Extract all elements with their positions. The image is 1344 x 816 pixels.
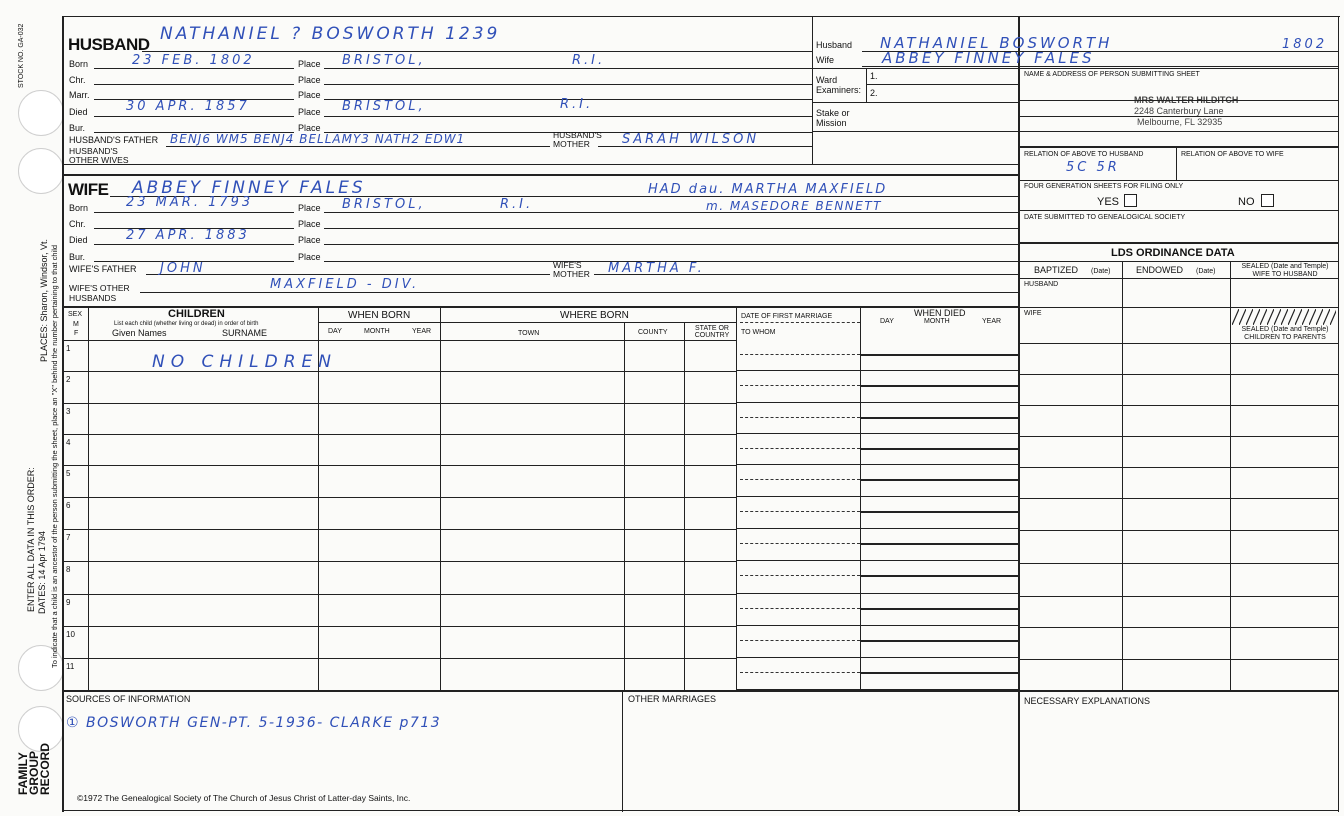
dates-instruction: DATES: 14 Apr 1794 — [37, 531, 47, 614]
copyright: ©1972 The Genealogical Society of The Church of Jesus Christ of Latter-day Saints, Inc. — [77, 793, 411, 803]
wife-died-label: Died — [69, 235, 88, 245]
husband-died-label: Died — [69, 107, 88, 117]
wife-father: JOHN — [160, 261, 206, 276]
marriage-date-line — [740, 417, 860, 418]
marriage-date-line — [740, 672, 860, 673]
wife-note2: m. MASEDORE BENNETT — [706, 199, 883, 213]
when-died-label: WHEN DIED — [914, 308, 966, 318]
order-instruction: ENTER ALL DATA IN THIS ORDER: — [26, 467, 36, 612]
husband-born-date: 23 FEB. 1802 — [132, 53, 255, 68]
husband-chr-place-label: Place — [298, 75, 321, 85]
table-row — [62, 403, 736, 404]
to-whom-label: TO WHOM — [741, 329, 776, 336]
places-instruction: PLACES: Sharon, Windsor, Vt. — [39, 238, 49, 362]
wife-bur-label: Bur. — [69, 252, 86, 262]
marriage-date-line — [740, 354, 860, 355]
wife-born-state: R.I. — [500, 197, 534, 212]
wife-name: ABBEY FINNEY FALES — [132, 178, 366, 198]
wife-died-date: 27 APR. 1883 — [126, 228, 250, 243]
lds-baptized-date: (Date) — [1091, 268, 1111, 275]
table-row-right — [736, 496, 1018, 497]
sex-f: F — [74, 330, 79, 337]
husband-died-date: 30 APR. 1857 — [126, 99, 250, 114]
table-row — [62, 497, 736, 498]
form-title: FAMILY GROUP RECORD — [16, 742, 52, 795]
table-row — [62, 434, 736, 435]
husband-died-place-label: Place — [298, 107, 321, 117]
wife-chr-place-label: Place — [298, 219, 321, 229]
death-date-line — [860, 385, 1018, 387]
lds-title: LDS ORDINANCE DATA — [1111, 247, 1235, 259]
other-marriages-label: OTHER MARRIAGES — [628, 694, 717, 704]
source-entry: ① BOSWORTH GEN-PT. 5-1936- CLARKE p713 — [66, 715, 442, 731]
lds-endowed-date: (Date) — [1196, 268, 1216, 275]
death-date-line — [860, 479, 1018, 481]
death-date-line — [860, 672, 1018, 674]
wife-father-label: WIFE'S FATHER — [69, 264, 137, 274]
husband-died-state: R.I. — [560, 97, 594, 112]
lds-sealed-children: SEALED (Date and Temple) CHILDREN TO PARENTS — [1241, 326, 1329, 341]
wife-other-husbands: MAXFIELD - DIV. — [270, 277, 420, 292]
table-row-right — [736, 433, 1018, 434]
child-row-number: 2 — [66, 375, 71, 384]
marriage-date-line — [740, 608, 860, 609]
no-label: NO — [1238, 196, 1255, 208]
lds-husband: HUSBAND — [1024, 281, 1059, 288]
examiners-label: Examiners: — [816, 85, 862, 95]
husband-born-label: Born — [69, 59, 89, 69]
wife-bur-place-label: Place — [298, 252, 321, 262]
child-row-number: 8 — [66, 565, 71, 574]
submitter-city: Melbourne, FL 32935 — [1137, 117, 1223, 127]
child-row-number: 5 — [66, 469, 71, 478]
child-row-number: 6 — [66, 501, 71, 510]
table-row — [62, 529, 736, 530]
no-children-note: NO CHILDREN — [152, 352, 337, 372]
table-row — [62, 561, 736, 562]
table-row-right — [736, 625, 1018, 626]
child-row-number: 11 — [66, 662, 75, 671]
children-instructions: List each child (whether living or dead) in order of birth — [114, 321, 259, 327]
child-row-number: 7 — [66, 533, 71, 542]
hatch-pattern — [1232, 309, 1336, 325]
table-row-right — [736, 464, 1018, 465]
table-row — [62, 626, 736, 627]
born-month-label: MONTH — [364, 328, 390, 335]
wife-mother: MARTHA F. — [608, 261, 705, 276]
where-born-label: WHERE BORN — [560, 310, 629, 321]
husband-other-wives-label: HUSBAND'S OTHER WIVES — [69, 146, 129, 165]
wife-other-husbands-label: WIFE'S OTHER HUSBANDS — [69, 283, 130, 303]
died-month-label: MONTH — [924, 318, 950, 325]
husband-mother-label: HUSBAND'S MOTHER — [553, 130, 602, 149]
sources-label: SOURCES OF INFORMATION — [66, 694, 191, 704]
when-born-label: WHEN BORN — [348, 310, 411, 321]
death-date-line — [860, 448, 1018, 450]
marriage-date-line — [740, 385, 860, 386]
husband-marr-label: Marr. — [69, 90, 90, 100]
lds-wife: WIFE — [1024, 310, 1042, 317]
marriage-date-line — [740, 448, 860, 449]
explanations-label: NECESSARY EXPLANATIONS — [1024, 696, 1151, 706]
wife-born-date: 23 MAR. 1793 — [126, 195, 254, 210]
child-row-number: 9 — [66, 598, 71, 607]
husband-marr-place-label: Place — [298, 90, 321, 100]
marriage-date-line — [740, 575, 860, 576]
death-date-line — [860, 575, 1018, 577]
husband-name: NATHANIEL ? BOSWORTH 1239 — [160, 24, 501, 44]
child-row-number: 10 — [66, 630, 75, 639]
header-wife-label: Wife — [816, 55, 834, 65]
table-row-right — [736, 657, 1018, 658]
death-date-line — [860, 417, 1018, 419]
table-row — [62, 465, 736, 466]
lds-sealed-wife: SEALED (Date and Temple) WIFE TO HUSBAND — [1241, 263, 1329, 278]
wife-chr-label: Chr. — [69, 219, 86, 229]
submitter-label: NAME & ADDRESS OF PERSON SUBMITTING SHEET — [1024, 71, 1200, 78]
born-year-label: YEAR — [412, 328, 432, 335]
death-date-line — [860, 640, 1018, 642]
child-row-number: 4 — [66, 438, 71, 447]
husband-born-state: R.I. — [572, 53, 606, 68]
wife-born-place-label: Place — [298, 203, 321, 213]
death-date-line — [860, 543, 1018, 545]
state-country-label: STATE OR COUNTRY — [694, 325, 730, 339]
no-checkbox[interactable] — [1261, 194, 1274, 207]
town-label: TOWN — [518, 330, 540, 337]
examiners-2: 2. — [870, 88, 878, 98]
table-row — [62, 340, 736, 341]
relation-wife-label: RELATION OF ABOVE TO WIFE — [1181, 151, 1284, 158]
lds-baptized: BAPTIZED — [1034, 265, 1079, 275]
death-date-line — [860, 608, 1018, 610]
husband-died-place: BRISTOL, — [342, 99, 426, 114]
husband-born-place: BRISTOL, — [342, 53, 426, 68]
given-names-label: Given Names — [112, 328, 167, 338]
county-label: COUNTY — [638, 329, 668, 336]
table-row-right — [736, 528, 1018, 529]
submitter-name: MRS WALTER HILDITCH — [1134, 95, 1239, 105]
yes-checkbox[interactable] — [1124, 194, 1137, 207]
wife-heading: WIFE — [68, 180, 109, 199]
marriage-date-line — [740, 479, 860, 480]
header-husband-year: 1802 — [1282, 37, 1328, 52]
marriage-date-line — [740, 543, 860, 544]
surname-label: SURNAME — [222, 328, 268, 338]
ward-label: Ward — [816, 75, 838, 85]
husband-bur-place-label: Place — [298, 123, 321, 133]
table-row-right — [736, 689, 1018, 690]
born-day-label: DAY — [328, 328, 342, 335]
died-day-label: DAY — [880, 318, 894, 325]
header-husband-name: NATHANIEL BOSWORTH — [880, 34, 1113, 52]
table-row-right — [736, 370, 1018, 371]
wife-born-place: BRISTOL, — [342, 197, 426, 212]
husband-mother: SARAH WILSON — [622, 132, 760, 147]
wife-note: HAD dau. MARTHA MAXFIELD — [648, 182, 888, 197]
binder-hole — [18, 90, 64, 136]
marriage-date-line — [740, 640, 860, 641]
husband-chr-label: Chr. — [69, 75, 86, 85]
death-date-line — [860, 511, 1018, 513]
first-marriage-label: DATE OF FIRST MARRIAGE — [741, 313, 833, 320]
relation-husband-value: 5C 5R — [1066, 160, 1120, 175]
yes-label: YES — [1097, 196, 1120, 208]
husband-heading: HUSBAND — [68, 35, 150, 54]
four-gen-label: FOUR GENERATION SHEETS FOR FILING ONLY — [1024, 183, 1184, 190]
wife-mother-label: WIFE'S MOTHER — [553, 260, 590, 279]
table-row — [62, 594, 736, 595]
table-row-right — [736, 560, 1018, 561]
examiners-1: 1. — [870, 71, 878, 81]
child-row-number: 3 — [66, 407, 71, 416]
table-row-right — [736, 593, 1018, 594]
sex-label: SEX — [68, 311, 83, 318]
children-title: CHILDREN — [168, 308, 225, 320]
sex-m: M — [73, 321, 79, 328]
child-row-number: 1 — [66, 344, 71, 353]
husband-father: BENJ6 WM5 BENJ4 BELLAMY3 NATH2 EDW1 — [170, 132, 466, 146]
husband-father-label: HUSBAND'S FATHER — [69, 135, 159, 145]
death-date-line — [860, 354, 1018, 356]
wife-died-place-label: Place — [298, 235, 321, 245]
husband-born-place-label: Place — [298, 59, 321, 69]
lds-endowed: ENDOWED — [1136, 265, 1183, 275]
table-row-right — [736, 402, 1018, 403]
stake-label: Stake or Mission — [816, 108, 850, 128]
ancestor-instruction: To indicate that a child is an ancestor of the person submitting the sheet, place an "X" behind the number pertaining to that child — [50, 244, 59, 668]
stock-number: STOCK NO. GA-032 — [18, 23, 25, 88]
wife-born-label: Born — [69, 203, 89, 213]
header-wife-name: ABBEY FINNEY FALES — [882, 49, 1095, 67]
relation-husband-label: RELATION OF ABOVE TO HUSBAND — [1024, 151, 1144, 158]
marriage-date-line — [740, 511, 860, 512]
date-submitted-label: DATE SUBMITTED TO GENEALOGICAL SOCIETY — [1024, 214, 1186, 221]
header-husband-label: Husband — [816, 40, 853, 50]
binder-hole — [18, 148, 64, 194]
submitter-street: 2248 Canterbury Lane — [1134, 106, 1224, 116]
died-year-label: YEAR — [982, 318, 1002, 325]
husband-bur-label: Bur. — [69, 123, 86, 133]
table-row — [62, 658, 736, 659]
